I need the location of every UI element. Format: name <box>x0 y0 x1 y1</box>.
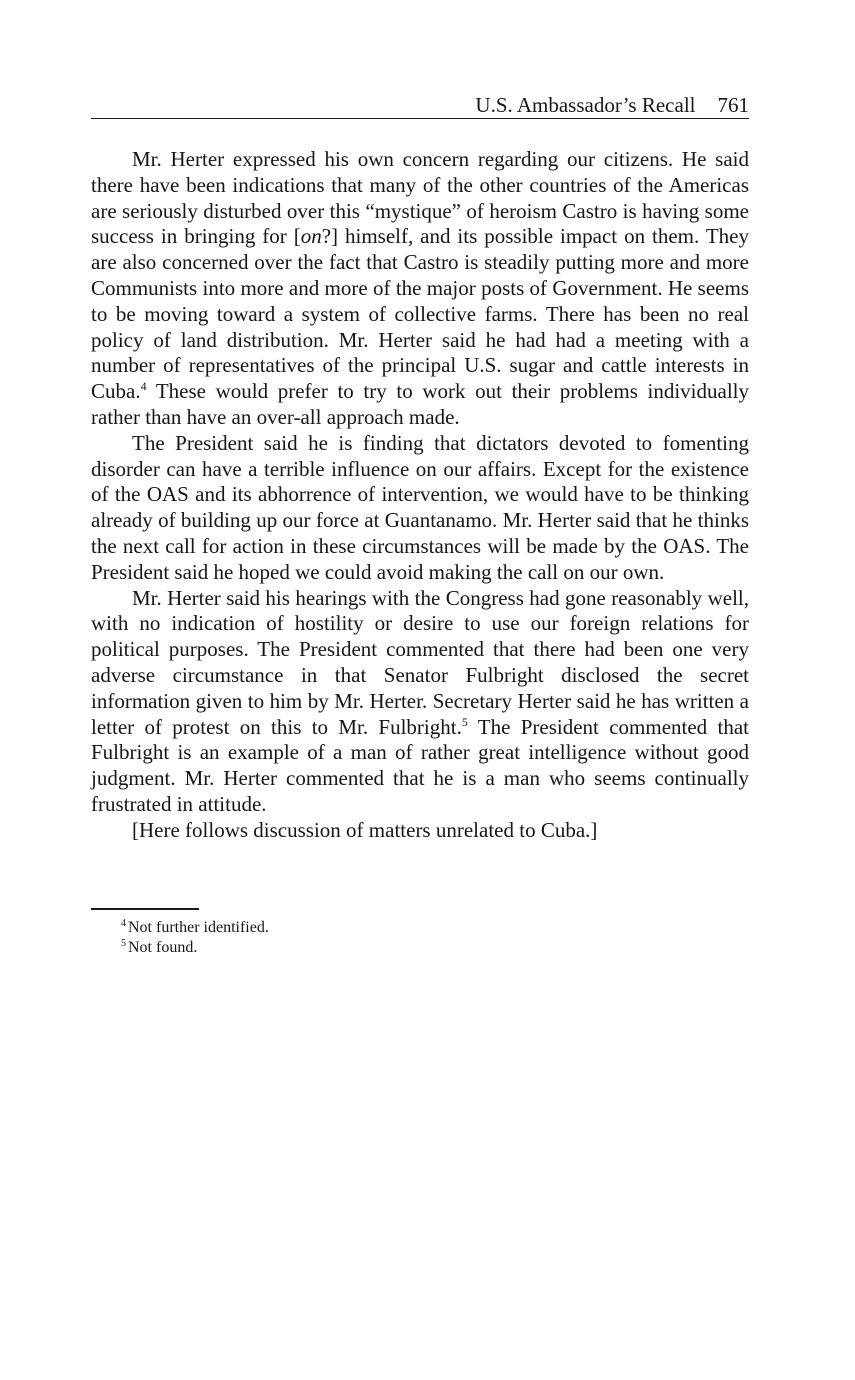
footnote-text: Not found. <box>128 939 198 956</box>
footnote-rule <box>91 908 199 910</box>
running-title: U.S. Ambassador’s Recall <box>475 93 696 117</box>
paragraph-3-text-b: The President commented that Fulbright is an example of a man of rather great intelligence without good judgment. Mr. Herter commented that he is a man who seems continually frustrated in attitude. <box>91 714 749 816</box>
body-text <box>91 147 749 844</box>
paragraph-2: The President said he is finding that dictators devoted to fomenting disorder can have a terrible influence on our affairs. Except for the existence of the OAS and its abhorrence of intervention, we would have to be thinking already of building up our force at Guantanamo. Mr. Herter said that he thinks the next call for action in these circumstances will be made by the OAS. The President said he hoped we could avoid making the call on our own. <box>91 430 749 584</box>
footnote-marker: 5 <box>121 938 126 949</box>
paragraph-4: [Here follows discussion of matters unrelated to Cuba.] <box>132 817 598 842</box>
paragraph-1-text-c: These would prefer to try to work out their problems individually rather than have an over-all approach made. <box>91 379 749 429</box>
footnote-4 <box>121 918 269 938</box>
footnote-5 <box>121 938 269 958</box>
footnote-ref-4: 4 <box>140 379 147 394</box>
running-header <box>91 92 749 119</box>
paragraph-1-text-a: Mr. Herter expressed his own concern regarding our citizens. He said there have been indications that many of the other countries of the Americas are seriously disturbed over this “mystique” of heroism Castro is having some success in bringing for [ <box>91 147 749 249</box>
page-number: 761 <box>717 93 749 117</box>
paragraph-3-text-a: Mr. Herter said his hearings with the Congress had gone reasonably well, with no indication of hostility or desire to use our foreign relations for political purposes. The President commented that there had been one very adverse circumstance in that Senator Fulbright disclosed the secret information given to him by Mr. Herter. Secretary Herter said he has written a letter of protest on this to Mr. Fulbright. <box>91 585 749 739</box>
footnote-marker: 4 <box>121 918 126 929</box>
footnote-ref-5: 5 <box>461 714 468 729</box>
paragraph-1-text-b: ?] himself, and its possible impact on them. They are also concerned over the fact that Castro is steadily putting more and more Communists into more and more of the major posts of Government. He seems to be moving toward a system of collective farms. There has been no real policy of land distribution. Mr. Herter said he had had a meeting with a number of representatives of the principal U.S. sugar and cattle interests in Cuba. <box>91 224 749 404</box>
footnotes <box>121 918 269 958</box>
editorial-insertion: on <box>300 224 322 249</box>
paragraph-1 <box>91 147 749 431</box>
paragraph-3 <box>91 586 749 818</box>
footnote-text: Not further identified. <box>128 919 269 936</box>
